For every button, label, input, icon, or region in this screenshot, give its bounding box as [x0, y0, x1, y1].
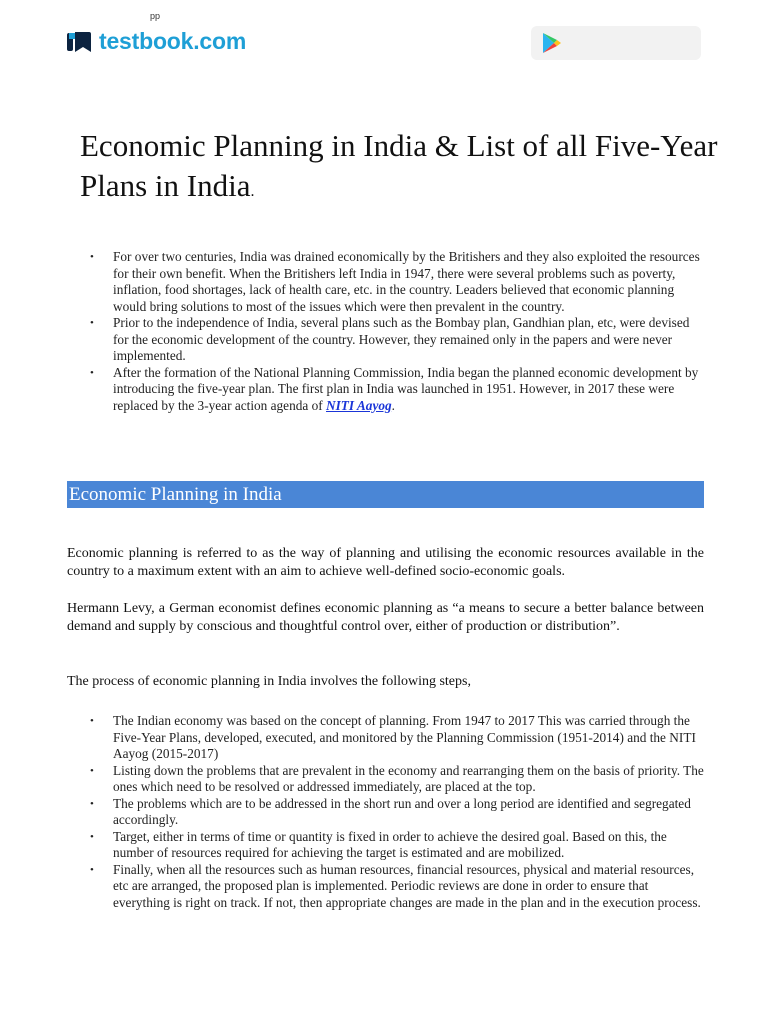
paragraph-process-intro: The process of economic planning in India involves the following steps,	[67, 674, 471, 689]
section-title: Economic Planning in India	[69, 484, 282, 505]
google-play-icon	[542, 32, 562, 54]
bullet-text: After the formation of the National Planning Commission, India began the planned economic development by introducing the five-year plan. The first plan in India was launched in 1951. However, in 2017 these were replaced by the 3-year action agenda of	[113, 364, 699, 413]
list-item: • The Indian economy was based on the concept of planning. From 1947 to 2017 This was carried through the Five-Year Plans, developed, executed, and monitored by the Planning Commission (1951-2014) and the NITI Aayog (2015-2017)	[90, 713, 704, 763]
list-item: • Listing down the problems that are prevalent in the economy and rearranging them on the basis of priority. The ones which need to be resolved or addressed immediately, are placed at the top.	[90, 763, 704, 796]
bullet-text-end: .	[391, 397, 395, 413]
niti-aayog-link[interactable]: NITI Aayog	[326, 397, 392, 413]
paragraph-definition: Economic planning is referred to as the way of planning and utilising the economic resources available in the country to a maximum extent with an aim to achieve well-defined socio-economic goals.	[67, 546, 704, 579]
title-dot: .	[250, 183, 255, 200]
page-title-text: Economic Planning in India & List of all Five-Year Plans in India	[80, 128, 718, 203]
logo-text: testbook.com	[99, 28, 247, 54]
page-header	[0, 0, 768, 80]
intro-bullet-list	[90, 249, 704, 414]
section-header-bar	[67, 481, 704, 508]
paragraph-levy-quote: Hermann Levy, a German economist defines economic planning as “a means to secure a better balance between demand and supply by conscious and thoughtful control over, either of production or distribution”.	[67, 601, 704, 634]
list-item	[90, 365, 704, 415]
book-logo-icon	[67, 29, 93, 55]
process-steps-list	[90, 713, 704, 911]
list-item: • Finally, when all the resources such as human resources, financial resources, physical and material resources, etc are arranged, the proposed plan is implemented. Periodic reviews are done in order to ensure that everything is right on track. If not, then appropriate changes are made in the plan and in the execution process.	[90, 862, 704, 912]
list-item: • For over two centuries, India was drained economically by the Britishers and they also exploited the resources for their own benefit. When the Britishers left India in 1947, there were several problems such as poverty, inflation, food shortages, lack of health care, etc. in the country. Leaders believed that economic planning would bring solutions to most of the issues which were then prevalent in the country.	[90, 249, 704, 315]
testbook-logo[interactable]	[67, 28, 246, 55]
header-tiny-text: pp	[150, 11, 161, 21]
page-title	[80, 126, 720, 212]
list-item: • Prior to the independence of India, several plans such as the Bombay plan, Gandhian plan, etc, were devised for the economic development of the country. However, they remained only in the papers and were never implemented.	[90, 315, 704, 365]
list-item: • The problems which are to be addressed in the short run and over a long period are identified and segregated accordingly.	[90, 796, 704, 829]
list-item: • Target, either in terms of time or quantity is fixed in order to achieve the desired goal. Based on this, the number of resources required for achieving the target is estimated and are mobilized.	[90, 829, 704, 862]
google-play-button[interactable]	[531, 26, 701, 60]
